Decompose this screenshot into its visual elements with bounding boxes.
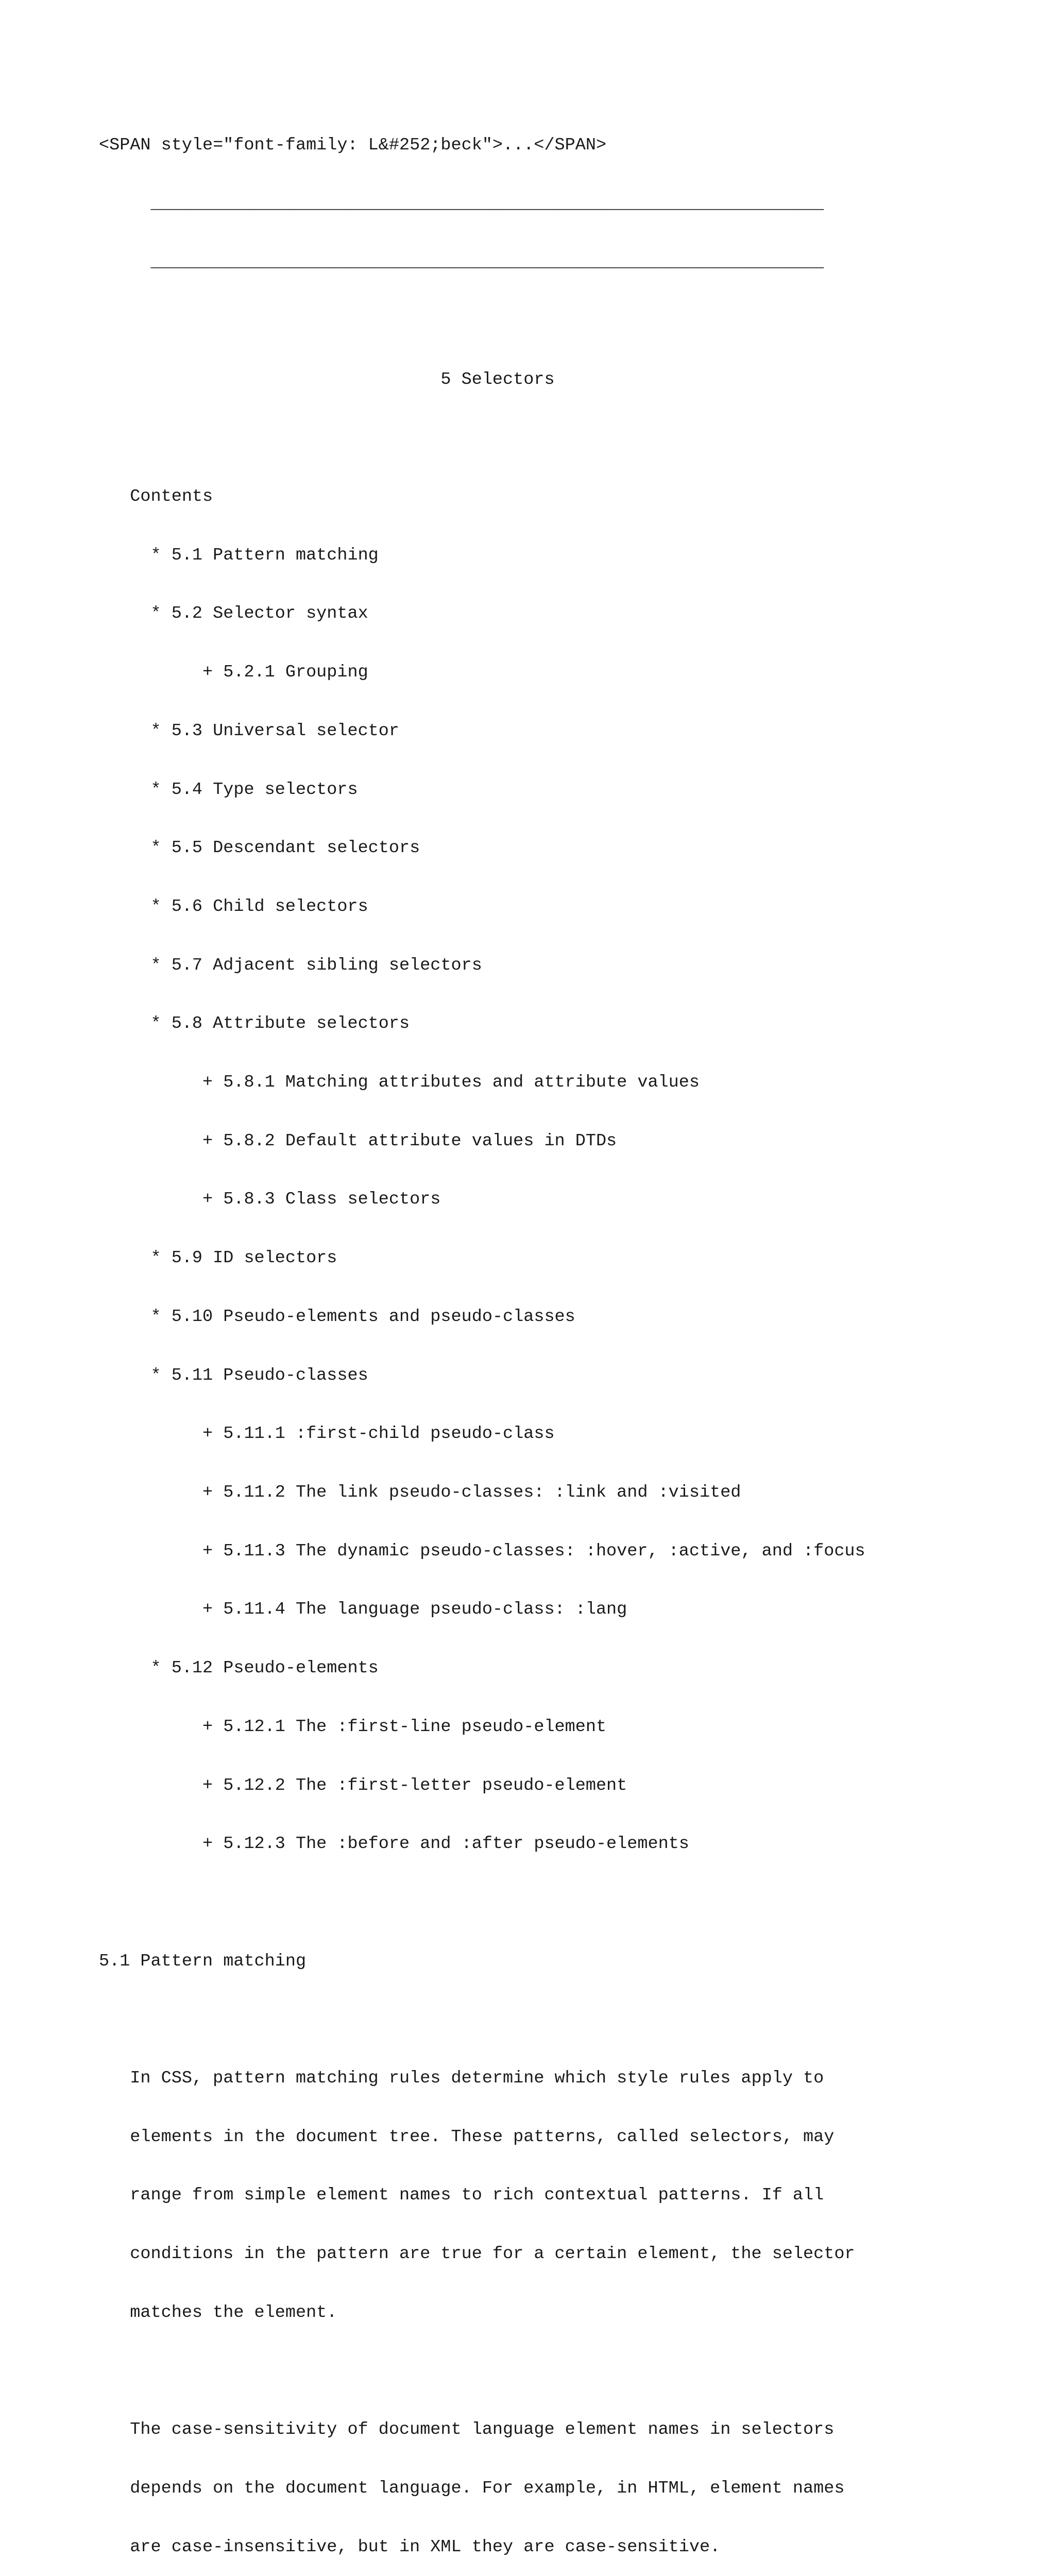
- paragraph-line: matches the element.: [99, 2302, 337, 2323]
- doc-line-span-markup: <SPAN style="font-family: L&#252;beck">...</SPAN>: [99, 135, 607, 155]
- toc-item: * 5.1 Pattern matching: [99, 545, 379, 565]
- doc-line-blank: [99, 429, 865, 448]
- paragraph-line: range from simple element names to rich contextual patterns. If all: [99, 2185, 824, 2206]
- document-text: [99, 97, 865, 2576]
- doc-line-rule: _________________________________________________________________: [99, 252, 824, 273]
- paragraph-line: are case-insensitive, but in XML they are case-sensitive.: [99, 2537, 721, 2557]
- doc-line-blank: [99, 312, 865, 331]
- toc-subitem: + 5.11.1 :first-child pseudo-class: [99, 1424, 555, 1444]
- doc-line-blank: [99, 1893, 865, 1913]
- toc-item: * 5.8 Attribute selectors: [99, 1014, 410, 1034]
- toc-subitem: + 5.8.2 Default attribute values in DTDs: [99, 1131, 617, 1151]
- toc-subitem: + 5.8.1 Matching attributes and attribute values: [99, 1073, 700, 1093]
- toc-item: * 5.2 Selector syntax: [99, 604, 368, 624]
- toc-item: * 5.5 Descendant selectors: [99, 838, 420, 858]
- toc-subitem: + 5.8.3 Class selectors: [99, 1190, 441, 1210]
- toc-subitem: + 5.12.2 The :first-letter pseudo-element: [99, 1775, 627, 1795]
- paragraph-line: depends on the document language. For example, in HTML, element names: [99, 2478, 845, 2498]
- toc-item: * 5.12 Pseudo-elements: [99, 1658, 379, 1679]
- toc-item: * 5.6 Child selectors: [99, 896, 368, 917]
- paragraph-line: The case-sensitivity of document language element names in selectors: [99, 2420, 835, 2440]
- doc-line-blank: [99, 2362, 865, 2382]
- toc-item: * 5.11 Pseudo-classes: [99, 1365, 368, 1385]
- toc-subitem: + 5.2.1 Grouping: [99, 663, 368, 683]
- toc-subitem: + 5.11.4 The language pseudo-class: :lang: [99, 1600, 627, 1620]
- toc-item: * 5.7 Adjacent sibling selectors: [99, 955, 482, 975]
- toc-subitem: + 5.12.3 The :before and :after pseudo-elements: [99, 1834, 689, 1854]
- paragraph-line: In CSS, pattern matching rules determine which style rules apply to: [99, 2069, 824, 2089]
- toc-subitem: + 5.11.3 The dynamic pseudo-classes: :hover, :active, and :focus: [99, 1541, 865, 1561]
- doc-line-rule: _________________________________________________________________: [99, 194, 824, 214]
- toc-item: * 5.10 Pseudo-elements and pseudo-classes: [99, 1307, 575, 1327]
- paragraph-line: elements in the document tree. These patterns, called selectors, may: [99, 2127, 835, 2147]
- paragraph-line: conditions in the pattern are true for a certain element, the selector: [99, 2244, 855, 2264]
- toc-item: * 5.4 Type selectors: [99, 779, 358, 800]
- toc-subitem: + 5.12.1 The :first-line pseudo-element: [99, 1717, 607, 1737]
- section-heading: 5.1 Pattern matching: [99, 1951, 307, 1971]
- toc-item: * 5.3 Universal selector: [99, 721, 399, 741]
- toc-item: * 5.9 ID selectors: [99, 1248, 337, 1268]
- toc-subitem: + 5.11.2 The link pseudo-classes: :link and :visited: [99, 1482, 741, 1502]
- contents-heading: Contents: [99, 487, 213, 507]
- page-title: 5 Selectors: [99, 369, 555, 389]
- doc-line-blank: [99, 2010, 865, 2030]
